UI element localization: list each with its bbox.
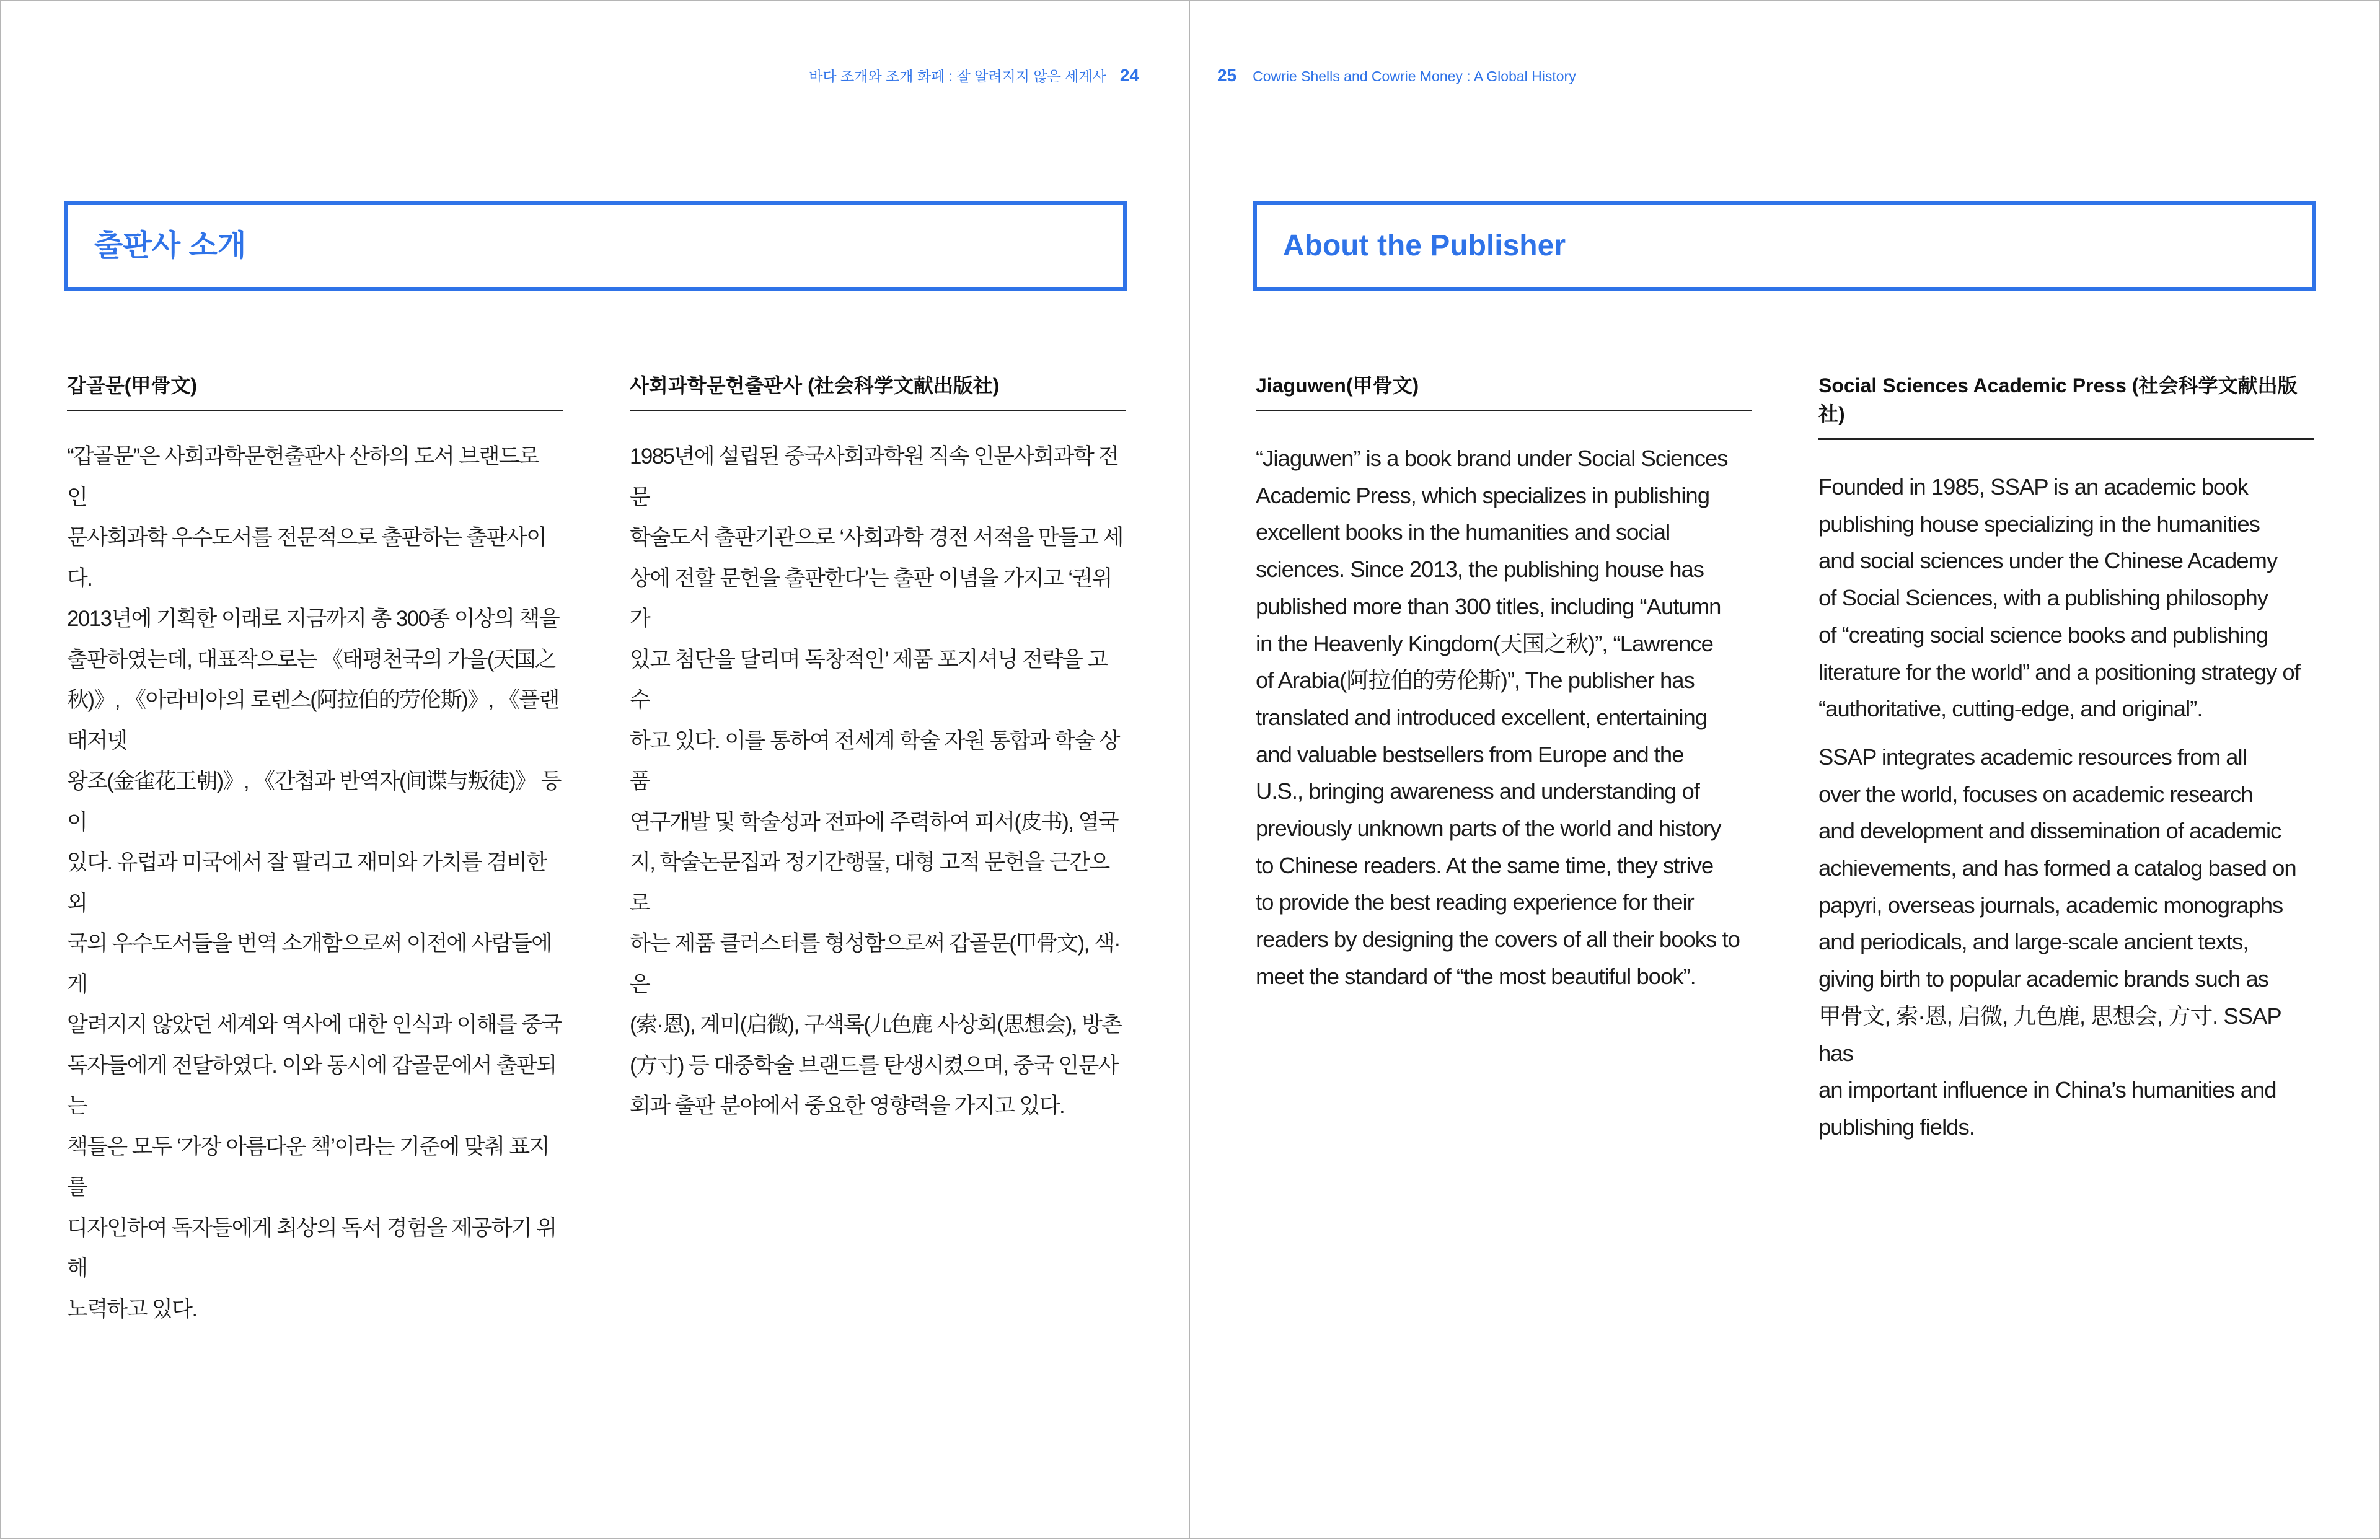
text-line: over the world, focuses on academic research xyxy=(1818,781,2253,807)
text-line: of “creating social science books and publishing xyxy=(1818,622,2268,648)
text-line: 왕조(金雀花王朝)》, 《간첩과 반역자(间谍与叛徒)》 등이 xyxy=(67,769,561,834)
text-line: 지, 학술논문집과 정기간행물, 대형 고적 문헌을 근간으로 xyxy=(630,850,1109,915)
text-line: 학술도서 출판기관으로 ‘사회과학 경전 서적을 만들고 세 xyxy=(630,526,1123,550)
text-line: 하고 있다. 이를 통하여 전세계 학술 자원 통합과 학술 상품 xyxy=(630,728,1119,793)
text-line: meet the standard of “the most beautiful book”. xyxy=(1256,963,1696,989)
text-line: papyri, overseas journals, academic monographs xyxy=(1818,892,2283,918)
text-line: 알려지지 않았던 세계와 역사에 대한 인식과 이해를 중국 xyxy=(67,1013,562,1037)
text-line: in the Heavenly Kingdom(天国之秋)”, “Lawrence xyxy=(1256,630,1713,656)
right-column-2-heading: Social Sciences Academic Press (社会科学文献出版社) xyxy=(1818,374,2298,425)
text-line: U.S., bringing awareness and understanding of xyxy=(1256,778,1699,804)
text-line: 있다. 유럽과 미국에서 잘 팔리고 재미와 가치를 겸비한 외 xyxy=(67,850,547,915)
right-section-title: About the Publisher xyxy=(1283,229,1566,262)
text-line: achievements, and has formed a catalog based on xyxy=(1818,855,2296,881)
right-running-head xyxy=(1217,63,1576,88)
left-section-title-box xyxy=(64,201,1127,291)
text-line: published more than 300 titles, including “Autumn xyxy=(1256,593,1721,619)
text-line: 문사회과학 우수도서를 전문적으로 출판하는 출판사이다. xyxy=(67,526,547,591)
right-column-1-rule xyxy=(1256,410,1752,411)
right-column-1-paragraph xyxy=(1256,440,1752,995)
left-column-2-rule xyxy=(630,410,1126,411)
right-column-ssap xyxy=(1818,370,2314,1146)
text-line: to Chinese readers. At the same time, they strive xyxy=(1256,852,1714,878)
text-line: 1985년에 설립된 중국사회과학원 직속 인문사회과학 전문 xyxy=(630,444,1119,509)
text-line: and periodicals, and large-scale ancient texts, xyxy=(1818,929,2249,955)
text-line: and social sciences under the Chinese Academy xyxy=(1818,548,2278,574)
text-line: 상에 전할 문헌을 출판한다’는 출판 이념을 가지고 ‘권위가 xyxy=(630,566,1112,631)
left-column-1-heading: 갑골문(甲骨文) xyxy=(67,374,198,397)
left-page xyxy=(0,0,1190,1539)
text-line: “Jiaguwen” is a book brand under Social Sciences xyxy=(1256,446,1728,471)
text-line: previously unknown parts of the world and history xyxy=(1256,816,1721,842)
text-line: excellent books in the humanities and social xyxy=(1256,519,1670,545)
left-column-2-heading: 사회과학문헌출판사 (社会科学文献出版社) xyxy=(630,374,1000,397)
left-column-1-paragraph xyxy=(67,436,563,1329)
left-column-1-rule xyxy=(67,410,563,411)
text-line: 노력하고 있다. xyxy=(67,1296,197,1321)
text-line: 출판하였는데, 대표작으로는 《태평천국의 가을(天国之 xyxy=(67,647,556,672)
text-line: 하는 제품 클러스터를 형성함으로써 갑골문(甲骨文), 색·은 xyxy=(630,931,1121,997)
text-line: 연구개발 및 학술성과 전파에 주력하여 피서(皮书), 열국 xyxy=(630,809,1118,834)
text-line: giving birth to popular academic brands such as xyxy=(1818,966,2269,992)
right-page xyxy=(1190,0,2380,1539)
text-line: readers by designing the covers of all their books to xyxy=(1256,926,1740,953)
right-page-number: 25 xyxy=(1217,66,1237,85)
left-column-2-paragraph xyxy=(630,436,1126,1127)
text-line: 책들은 모두 ‘가장 아름다운 책’이라는 기준에 맞춰 표지를 xyxy=(67,1134,549,1199)
text-line: an important influence in China’s humanities and xyxy=(1818,1077,2276,1103)
text-line: to provide the best reading experience for their xyxy=(1256,889,1694,915)
text-line: and valuable bestsellers from Europe and the xyxy=(1256,741,1684,767)
right-column-2-paragraph-2 xyxy=(1818,739,2314,1146)
text-line: Academic Press, which specializes in publishing xyxy=(1256,482,1710,508)
left-column-jiaguwen xyxy=(67,370,563,1329)
text-line: Founded in 1985, SSAP is an academic book xyxy=(1818,474,2248,499)
right-section-title-box xyxy=(1253,201,2316,291)
text-line: 甲骨文, 索·恩, 启微, 九色鹿, 思想会, 方寸. SSAP has xyxy=(1818,1003,2281,1066)
left-column-ssap xyxy=(630,370,1126,1127)
right-column-1-heading: Jiaguwen(甲骨文) xyxy=(1256,374,1419,397)
left-page-number: 24 xyxy=(1119,66,1139,85)
text-line: “authoritative, cutting-edge, and original”. xyxy=(1818,696,2203,722)
text-line: publishing house specializing in the humanities xyxy=(1818,511,2260,537)
right-running-head-title: Cowrie Shells and Cowrie Money : A Global History xyxy=(1253,68,1576,84)
text-line: and development and dissemination of academic xyxy=(1818,818,2281,844)
text-line: “갑골문”은 사회과학문헌출판사 산하의 도서 브랜드로 인 xyxy=(67,444,539,509)
text-line: 국의 우수도서들을 번역 소개함으로써 이전에 사람들에게 xyxy=(67,931,552,997)
text-line: (索·恩), 계미(启微), 구색록(九色鹿 사상회(思想会), 방촌 xyxy=(630,1013,1122,1037)
text-line: of Social Sciences, with a publishing philosophy xyxy=(1818,585,2268,611)
text-line: 秋)》, 《아라비아의 로렌스(阿拉伯的劳伦斯)》, 《플랜태저넷 xyxy=(67,688,559,753)
text-line: of Arabia(阿拉伯的劳伦斯)”, The publisher has xyxy=(1256,667,1695,693)
right-column-jiaguwen xyxy=(1256,370,1752,995)
right-column-2-paragraph-1 xyxy=(1818,469,2314,728)
left-section-title: 출판사 소개 xyxy=(94,229,247,262)
text-line: 회과 출판 분야에서 중요한 영향력을 가지고 있다. xyxy=(630,1094,1065,1118)
text-line: sciences. Since 2013, the publishing house has xyxy=(1256,557,1704,583)
text-line: 디자인하여 독자들에게 최상의 독서 경험을 제공하기 위해 xyxy=(67,1215,557,1280)
text-line: (方寸) 등 대중학술 브랜드를 탄생시켰으며, 중국 인문사 xyxy=(630,1053,1118,1078)
right-column-2-rule xyxy=(1818,438,2314,440)
text-line: 독자들에게 전달하였다. 이와 동시에 갑골문에서 출판되는 xyxy=(67,1053,557,1118)
left-running-head-title: 바다 조개와 조개 화폐 : 잘 알려지지 않은 세계사 xyxy=(809,68,1106,84)
text-line: 2013년에 기획한 이래로 지금까지 총 300종 이상의 책을 xyxy=(67,607,559,631)
text-line: 있고 첨단을 달리며 독창적인’ 제품 포지셔닝 전략을 고수 xyxy=(630,647,1108,712)
left-running-head xyxy=(809,63,1139,88)
text-line: SSAP integrates academic resources from all xyxy=(1818,744,2247,770)
text-line: literature for the world” and a positioning strategy of xyxy=(1818,659,2300,685)
text-line: translated and introduced excellent, entertaining xyxy=(1256,704,1708,730)
text-line: publishing fields. xyxy=(1818,1114,1975,1140)
